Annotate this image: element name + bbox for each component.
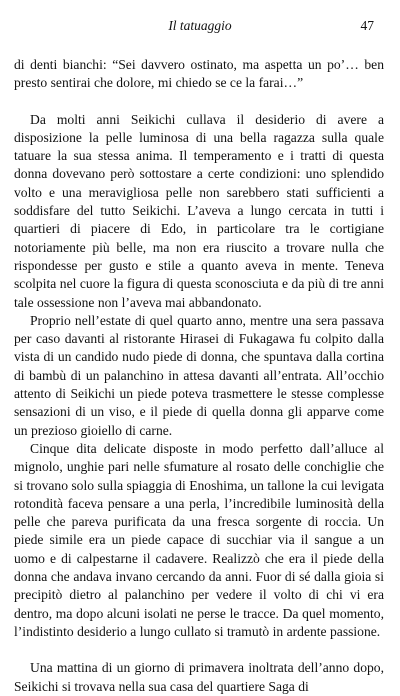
- page-header: [0, 18, 400, 38]
- paragraph: Cinque dita delicate disposte in modo perfetto dall’alluce al mignolo, unghie pari nelle sfumature al rosato delle conchiglie che si trovano solo sulla spiaggia di Enoshima, un tallone la cui levigata rotondità faceva pensare a una perla, l’incredibile luminosità della pelle che pareva purificata da una fresca sorgente di roccia. Un piede simile era un piede capace di succhiar via il sangue a un uomo e di calpestarne il cadavere. Realizzò che era il piede della donna che andava invano cercando da anni. Fuor di sé dalla gioia si precipitò dietro al palanchino per vedere il volto di chi vi era dentro, ma dopo alcuni isolati ne perse le tracce. Da quel momento, l’indistinto desiderio a lungo cullato si tramutò in ardente passione.: [14, 440, 384, 639]
- running-title: Il tatuaggio: [168, 18, 232, 33]
- page-number: 47: [360, 18, 374, 33]
- paragraph: Una mattina di un giorno di primavera inoltrata dell’anno dopo, Seikichi si trovava nella sua casa del quartiere Saga di: [14, 660, 384, 694]
- body-text: [14, 56, 384, 696]
- paragraph-continuation: di denti bianchi: “Sei davvero ostinato, ma aspetta un po’… ben presto sentirai che dolore, mi chiedo se ce la farai…”: [14, 57, 384, 91]
- paragraph: Da molti anni Seikichi cullava il desiderio di avere a disposizione la pelle luminosa di una bella ragazza sulla quale tatuare la sua stessa anima. Il temperamento e i tratti di questa donna dovevano però sottostare a certe condizioni: uno splendido volto e una meravigliosa pelle non sarebbero stati sufficienti a soddisfare del tutto Seikichi. L’aveva a lungo cercata in tutti i quartieri di piacere di Edo, in particolare tra le cortigiane notoriamente più belle, ma non era riuscito a trovare nulla che rispondesse per gusto e stile a quanto aveva in mente. Teneva scolpita nel cuore la figura di questa sconosciuta e da più di tre anni tale ossessione non l’aveva mai abbandonato.: [14, 111, 384, 310]
- paragraph: Proprio nell’estate di quel quarto anno, mentre una sera passava per caso davanti al ristorante Hirasei di Fukagawa fu colpito dalla vista di un candido nudo piede di donna, che spuntava dalla cortina di bambù di un palanchino in attesa davanti all’entrata. All’occhio attento di Seikichi un piede poteva trasmettere le stesse complesse sensazioni di un viso, e il piede di quella donna gli apparve come un prezioso gioiello di carne.: [14, 312, 384, 438]
